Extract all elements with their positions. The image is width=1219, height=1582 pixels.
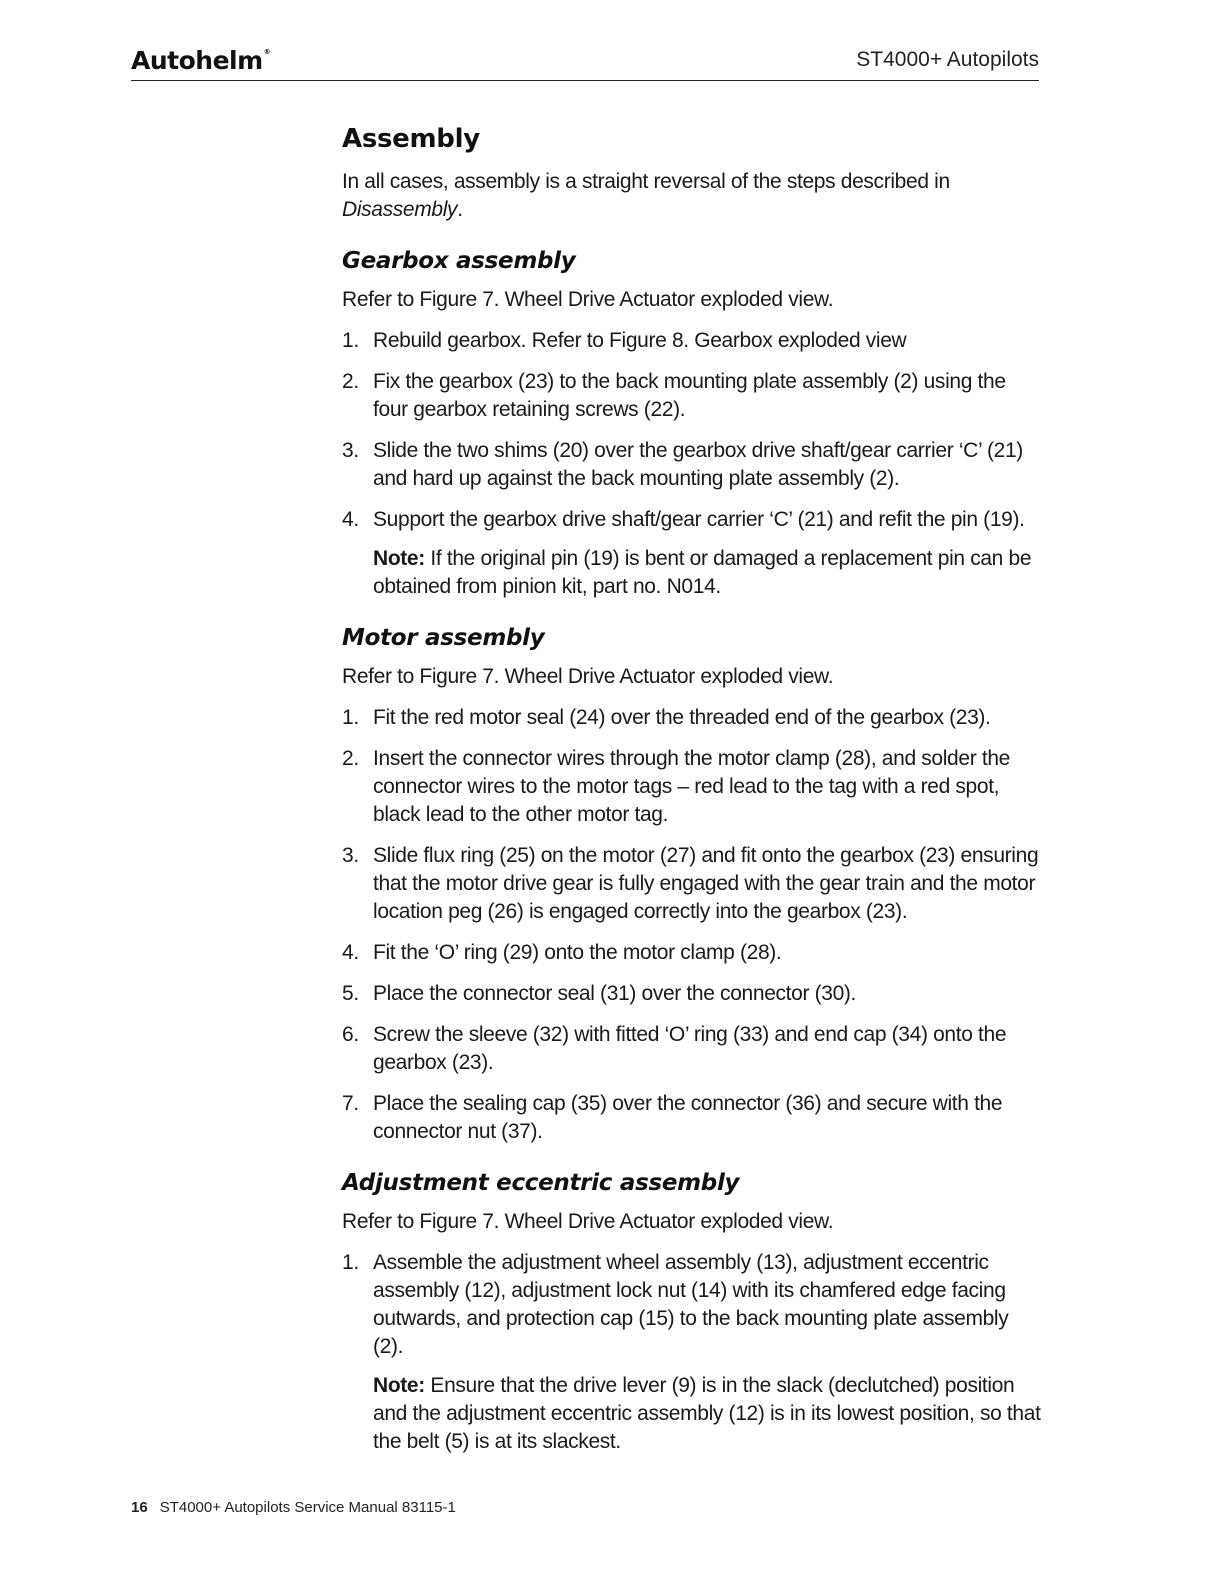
step-text: Assemble the adjustment wheel assembly (13), adjustment eccentric assembly (12), adjustment lock nut (14) with its chamfered edge facing outwards, and protection cap (15) to the back mounting plate assembly (2). [373, 1251, 1009, 1358]
step-number: 5. [342, 982, 359, 1005]
step-number: 3. [342, 844, 359, 867]
note-text: If the original pin (19) is bent or damaged a replacement pin can be obtained from pinion kit, part no. N014. [373, 547, 1032, 598]
motor-steps [342, 704, 1042, 1146]
gearbox-section [342, 248, 1042, 601]
step-text: Slide flux ring (25) on the motor (27) and fit onto the gearbox (23) ensuring that the motor drive gear is fully engaged with the gear train and the motor location peg (26) is engaged correctly into the gearbox (23). [373, 844, 1039, 923]
motor-section [342, 625, 1042, 1146]
step-text: Fit the ‘O’ ring (29) onto the motor clamp (28). [373, 941, 782, 964]
eccentric-heading: Adjustment eccentric assembly [342, 1170, 740, 1196]
gearbox-heading: Gearbox assembly [342, 248, 576, 274]
assembly-heading: Assembly [342, 124, 480, 154]
gearbox-note [373, 545, 1042, 601]
list-item [342, 939, 1042, 967]
list-item [342, 1249, 1042, 1456]
motor-figure-ref: Refer to Figure 7. Wheel Drive Actuator exploded view. [342, 665, 834, 688]
list-item [342, 980, 1042, 1008]
step-number: 4. [342, 941, 359, 964]
motor-heading: Motor assembly [342, 625, 545, 651]
step-text: Place the sealing cap (35) over the connector (36) and secure with the connector nut (37). [373, 1092, 1003, 1143]
brand-logo [131, 46, 270, 75]
step-text: Support the gearbox drive shaft/gear carrier ‘C’ (21) and refit the pin (19). [373, 508, 1025, 531]
step-text: Place the connector seal (31) over the connector (30). [373, 982, 857, 1005]
step-text: Screw the sleeve (32) with fitted ‘O’ ring (33) and end cap (34) onto the gearbox (23). [373, 1023, 1007, 1074]
list-item [342, 1090, 1042, 1146]
step-text: Slide the two shims (20) over the gearbox drive shaft/gear carrier ‘C’ (21) and hard up against the back mounting plate assembly (2). [373, 439, 1023, 490]
page-footer [131, 1499, 456, 1516]
list-item [342, 745, 1042, 829]
list-item [342, 437, 1042, 493]
step-text: Insert the connector wires through the motor clamp (28), and solder the connector wires to the motor tags – red lead to the tag with a red spot, black lead to the other motor tag. [373, 747, 1010, 826]
step-text: Fix the gearbox (23) to the back mounting plate assembly (2) using the four gearbox retaining screws (22). [373, 370, 1006, 421]
gearbox-figure-ref: Refer to Figure 7. Wheel Drive Actuator exploded view. [342, 288, 834, 311]
footer-text: ST4000+ Autopilots Service Manual 83115-1 [159, 1499, 456, 1516]
assembly-intro-text: In all cases, assembly is a straight reversal of the steps described in [342, 170, 950, 193]
step-number: 6. [342, 1023, 359, 1046]
step-number: 4. [342, 508, 359, 531]
registered-mark: ® [263, 48, 271, 56]
step-number: 3. [342, 439, 359, 462]
step-number: 7. [342, 1092, 359, 1115]
list-item [342, 704, 1042, 732]
list-item [342, 506, 1042, 601]
step-number: 1. [342, 329, 359, 352]
page-number: 16 [131, 1499, 148, 1516]
header-title: ST4000+ Autopilots [856, 48, 1039, 71]
assembly-intro-end: . [457, 198, 463, 221]
step-text: Fit the red motor seal (24) over the threaded end of the gearbox (23). [373, 706, 991, 729]
step-number: 2. [342, 747, 359, 770]
note-text: Ensure that the drive lever (9) is in the slack (declutched) position and the adjustment eccentric assembly (12) is in its lowest position, so that the belt (5) is at its slackest. [373, 1374, 1041, 1453]
disassembly-reference: Disassembly [342, 198, 458, 221]
step-text: Rebuild gearbox. Refer to Figure 8. Gearbox exploded view [373, 329, 907, 352]
step-number: 2. [342, 370, 359, 393]
eccentric-note [373, 1372, 1042, 1456]
eccentric-figure-ref: Refer to Figure 7. Wheel Drive Actuator exploded view. [342, 1210, 834, 1233]
eccentric-steps [342, 1249, 1042, 1456]
eccentric-section [342, 1170, 1042, 1456]
gearbox-steps [342, 327, 1042, 601]
page-content [342, 124, 1042, 1469]
list-item [342, 842, 1042, 926]
page-header [131, 40, 1039, 81]
step-number: 1. [342, 1251, 359, 1274]
assembly-intro [342, 168, 1042, 224]
list-item [342, 327, 1042, 355]
list-item [342, 1021, 1042, 1077]
list-item [342, 368, 1042, 424]
step-number: 1. [342, 706, 359, 729]
brand-name: Autohelm [131, 46, 263, 75]
note-label: Note: [373, 547, 425, 570]
note-label: Note: [373, 1374, 425, 1397]
